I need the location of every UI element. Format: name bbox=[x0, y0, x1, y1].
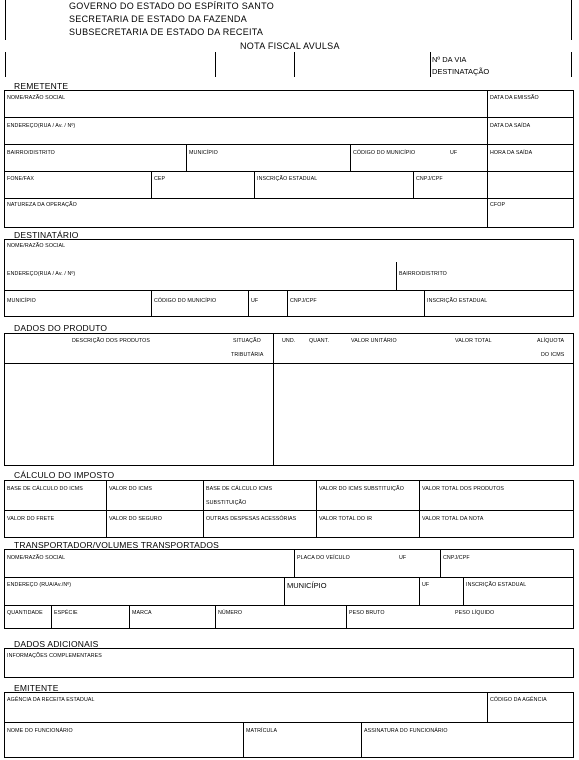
form-rule-line bbox=[346, 605, 347, 629]
header-divider bbox=[215, 52, 216, 77]
remetente-cnpj-label: CNPJ/CPF bbox=[416, 176, 443, 182]
imposto-valor-icms-label: VALOR DO ICMS bbox=[109, 486, 152, 492]
transportador-uf2-label: UF bbox=[422, 582, 430, 588]
form-rule-line bbox=[254, 171, 255, 198]
form-rule-line bbox=[287, 290, 288, 317]
transportador-nome-label: NOME/RAZÃO SOCIAL bbox=[7, 555, 66, 561]
form-rule-line bbox=[4, 117, 574, 118]
produto-aliquota-header: ALÍQUOTA bbox=[537, 338, 565, 344]
form-rule-line bbox=[440, 549, 441, 577]
form-rule-line bbox=[350, 144, 351, 171]
header-divider bbox=[294, 52, 295, 77]
imposto-valor-total-produtos-label: VALOR TOTAL DOS PRODUTOS bbox=[422, 486, 505, 492]
header-right-border bbox=[571, 0, 572, 40]
adicionais-info-label: INFORMAÇÕES COMPLEMENTARES bbox=[7, 653, 102, 659]
via-number-label: Nº DA VIA bbox=[432, 55, 467, 64]
transportador-peso-liquido-label: PESO LÍQUIDO bbox=[455, 610, 495, 616]
remetente-data-saida-label: DATA DA SAÍDA bbox=[490, 123, 531, 129]
form-rule-line bbox=[424, 290, 425, 317]
form-rule-line bbox=[284, 577, 285, 605]
form-rule-line bbox=[487, 90, 488, 228]
remetente-natureza-label: NATUREZA DA OPERAÇÃO bbox=[7, 202, 77, 208]
produto-quant-header: QUANT. bbox=[309, 338, 330, 344]
emitente-codigo-agencia-label: CÓDIGO DA AGÊNCIA bbox=[490, 697, 547, 703]
form-rule-line bbox=[419, 577, 420, 605]
destinatario-bairro-label: BAIRRO/DISTRITO bbox=[399, 271, 447, 277]
remetente-cep-label: CEP bbox=[154, 176, 166, 182]
section-title-remetente: REMETENTE bbox=[14, 81, 69, 91]
header-line-1: GOVERNO DO ESTADO DO ESPÍRITO SANTO bbox=[69, 1, 275, 11]
imposto-base-icms-label: BASE DE CÁLCULO DO ICMS bbox=[7, 486, 83, 492]
remetente-nome-label: NOME/RAZÃO SOCIAL bbox=[7, 95, 66, 101]
produto-situacao-header: SITUAÇÃO bbox=[233, 338, 261, 344]
imposto-valor-frete-label: VALOR DO FRETE bbox=[7, 516, 55, 522]
transportador-placa-label: PLACA DO VEÍCULO bbox=[297, 555, 350, 561]
destinatario-nome-label: NOME/RAZÃO SOCIAL bbox=[7, 243, 66, 249]
remetente-endereco-label: ENDEREÇO(RUA / Av. / Nº) bbox=[7, 123, 76, 129]
remetente-bairro-label: BAIRRO/DISTRITO bbox=[7, 150, 55, 156]
form-rule-line bbox=[273, 333, 274, 466]
form-rule-line bbox=[4, 290, 574, 291]
destinatario-uf-label: UF bbox=[251, 298, 259, 304]
remetente-box bbox=[4, 90, 574, 228]
destinatario-codigo-municipio-label: CÓDIGO DO MUNICÍPIO bbox=[154, 298, 217, 304]
remetente-fone-label: FONE/FAX bbox=[7, 176, 34, 182]
transportador-quantidade-label: QUANTIDADE bbox=[7, 610, 43, 616]
produto-und-header: UND. bbox=[282, 338, 296, 344]
imposto-valor-icms-sub-label: VALOR DO ICMS SUBSTITUIÇÃO bbox=[319, 486, 404, 492]
form-rule-line bbox=[203, 480, 204, 538]
destinatario-cnpj-label: CNPJ/CPF bbox=[290, 298, 317, 304]
form-rule-line bbox=[4, 144, 574, 145]
form-rule-line bbox=[106, 480, 107, 538]
form-rule-line bbox=[361, 722, 362, 758]
form-rule-line bbox=[4, 722, 574, 723]
section-title-transportador: TRANSPORTADOR/VOLUMES TRANSPORTADOS bbox=[14, 540, 220, 550]
form-rule-line bbox=[129, 605, 130, 629]
form-rule-line bbox=[4, 510, 574, 511]
form-rule-line bbox=[215, 605, 216, 629]
section-title-adicionais: DADOS ADICIONAIS bbox=[14, 639, 99, 649]
destinatario-inscricao-label: INSCRIÇÃO ESTADUAL bbox=[427, 298, 488, 304]
remetente-data-emissao-label: DATA DA EMISSÃO bbox=[490, 95, 539, 101]
transportador-marca-label: MARCA bbox=[132, 610, 152, 616]
header-line-2: SECRETARIA DE ESTADO DA FAZENDA bbox=[69, 14, 248, 24]
form-rule-line bbox=[4, 605, 574, 606]
form-rule-line bbox=[396, 262, 397, 290]
produto-table bbox=[4, 333, 574, 466]
form-rule-line bbox=[4, 577, 574, 578]
destinatario-endereco-label: ENDEREÇO(RUA / Av. / Nº) bbox=[7, 271, 76, 277]
destinatario-municipio-label: MUNICÍPIO bbox=[7, 298, 36, 304]
imposto-outras-despesas-label: OUTRAS DESPESAS ACESSÓRIAS bbox=[206, 516, 297, 522]
emitente-funcionario-label: NOME DO FUNCIONÁRIO bbox=[7, 728, 73, 734]
remetente-inscricao-label: INSCRIÇÃO ESTADUAL bbox=[257, 176, 318, 182]
form-rule-line bbox=[487, 692, 488, 722]
header-left-border bbox=[5, 0, 6, 40]
form-rule-line bbox=[316, 480, 317, 538]
form-rule-line bbox=[4, 198, 574, 199]
produto-tributaria-header: TRIBUTÁRIA bbox=[231, 352, 264, 358]
transportador-cnpj-label: CNPJ/CPF bbox=[443, 555, 470, 561]
form-title: NOTA FISCAL AVULSA bbox=[240, 41, 340, 51]
transportador-numero-label: NÚMERO bbox=[218, 610, 243, 616]
form-rule-line bbox=[419, 480, 420, 538]
header-divider bbox=[571, 52, 572, 77]
header-divider bbox=[5, 52, 6, 77]
section-title-produto: DADOS DO PRODUTO bbox=[14, 323, 108, 333]
imposto-valor-seguro-label: VALOR DO SEGURO bbox=[109, 516, 162, 522]
imposto-substituicao-label: SUBSTITUIÇÃO bbox=[206, 500, 247, 506]
form-rule-line bbox=[4, 363, 574, 364]
emitente-agencia-label: AGÊNCIA DA RECEITA ESTADUAL bbox=[7, 697, 95, 703]
transportador-especie-label: ESPÉCIE bbox=[54, 610, 78, 616]
produto-do-icms-header: DO ICMS bbox=[541, 352, 565, 358]
section-title-imposto: CÁLCULO DO IMPOSTO bbox=[14, 470, 115, 480]
form-rule-line bbox=[243, 722, 244, 758]
form-rule-line bbox=[248, 290, 249, 317]
remetente-hora-saida-label: HORA DA SAÍDA bbox=[490, 150, 533, 156]
header-divider bbox=[430, 52, 431, 77]
via-destination-label: DESTINATAÇÃO bbox=[432, 67, 490, 76]
form-rule-line bbox=[151, 290, 152, 317]
transportador-municipio-label: MUNICÍPIO bbox=[287, 581, 327, 590]
form-rule-line bbox=[4, 171, 574, 172]
section-title-emitente: EMITENTE bbox=[14, 683, 59, 693]
transportador-endereco-label: ENDEREÇO (RUA/Av./Nº) bbox=[7, 582, 72, 588]
form-rule-line bbox=[413, 171, 414, 198]
header-line-3: SUBSECRETARIA DE ESTADO DA RECEITA bbox=[69, 27, 264, 37]
form-rule-line bbox=[294, 549, 295, 577]
remetente-codigo-municipio-label: CÓDIGO DO MUNICÍPIO bbox=[353, 150, 416, 156]
produto-descricao-header: DESCRIÇÃO DOS PRODUTOS bbox=[72, 338, 151, 344]
form-rule-line bbox=[186, 144, 187, 171]
imposto-valor-ir-label: VALOR TOTAL DO IR bbox=[319, 516, 373, 522]
transportador-uf-label: UF bbox=[399, 555, 407, 561]
form-rule-line bbox=[51, 605, 52, 629]
remetente-uf-label: UF bbox=[450, 150, 458, 156]
produto-valor-total-header: VALOR TOTAL bbox=[455, 338, 492, 344]
transportador-peso-bruto-label: PESO BRUTO bbox=[349, 610, 385, 616]
remetente-cfop-label: CFOP bbox=[490, 202, 506, 208]
form-rule-line bbox=[463, 577, 464, 605]
emitente-assinatura-label: ASSINATURA DO FUNCIONÁRIO bbox=[364, 728, 448, 734]
destinatario-box bbox=[4, 239, 574, 317]
imposto-valor-nota-label: VALOR TOTAL DA NOTA bbox=[422, 516, 484, 522]
emitente-matricula-label: MATRÍCULA bbox=[246, 728, 278, 734]
form-rule-line bbox=[151, 171, 152, 198]
produto-valor-unitario-header: VALOR UNITÁRIO bbox=[351, 338, 397, 344]
imposto-base-sub-label: BASE DE CÁLCULO ICMS bbox=[206, 486, 273, 492]
section-title-destinatario: DESTINATÁRIO bbox=[14, 230, 79, 240]
remetente-municipio-label: MUNICÍPIO bbox=[189, 150, 218, 156]
transportador-inscricao-label: INSCRIÇÃO ESTADUAL bbox=[466, 582, 527, 588]
